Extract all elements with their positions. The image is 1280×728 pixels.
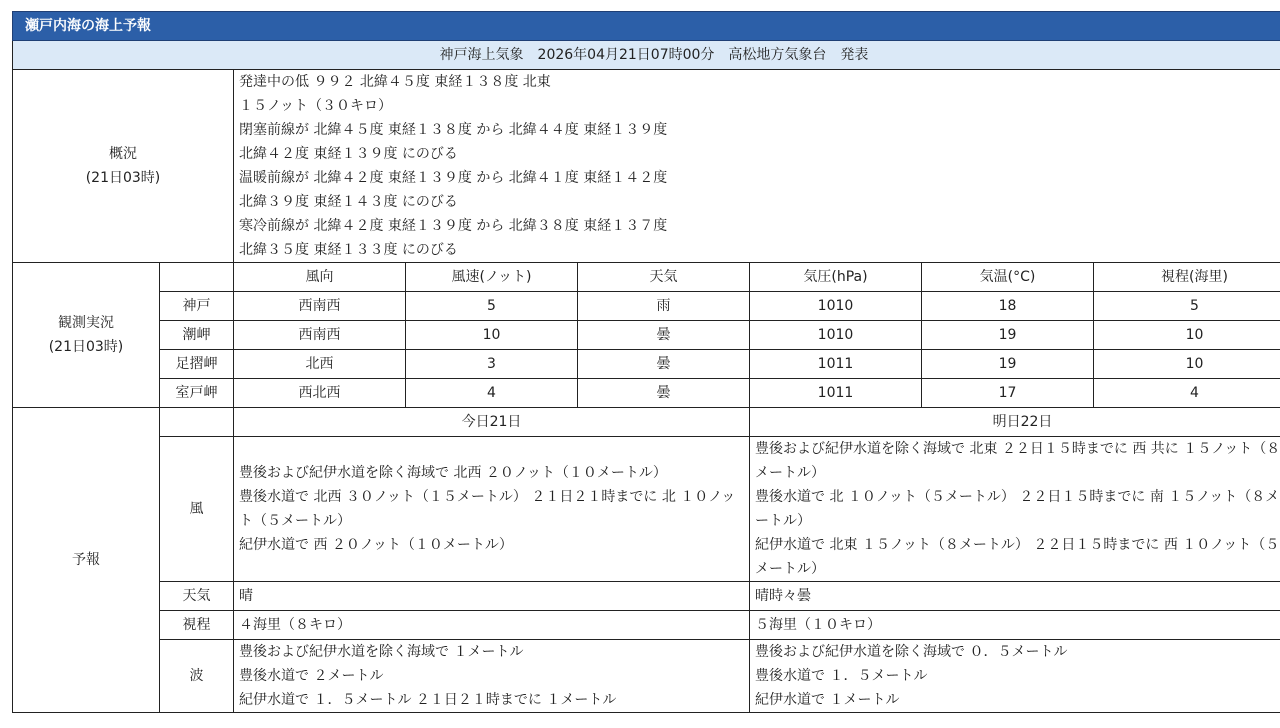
overview-label: 概況: [109, 146, 137, 162]
observation-label: 観測実況: [58, 315, 114, 331]
forecast-line: 豊後水道で ２メートル: [239, 668, 384, 684]
forecast-line: 紀伊水道で 西 ２０ノット（１０メートル）: [239, 537, 513, 553]
column-header: 視程(海里): [1094, 263, 1280, 292]
forecast-wind-row: [13, 437, 1280, 582]
wind-direction: 北西: [234, 350, 406, 379]
weather: 雨: [578, 292, 750, 321]
station-name: 室戸岬: [160, 379, 234, 408]
observation-time: (21日03時): [48, 339, 124, 355]
forecast-today-header: 今日21日: [234, 408, 750, 437]
table-row: [13, 292, 1280, 321]
overview-line: 温暖前線が 北緯４２度 東経１３９度 から 北緯４１度 東経１４２度: [239, 170, 668, 186]
weather: 曇: [578, 350, 750, 379]
forecast-visibility-row: [13, 611, 1280, 640]
forecast-weather-row: [13, 582, 1280, 611]
temperature: 18: [922, 292, 1094, 321]
issue-info: 神戸海上気象 2026年04月21日07時00分 高松地方気象台 発表: [13, 41, 1280, 70]
forecast-header-empty: [160, 408, 234, 437]
column-header: 気温(°C): [922, 263, 1094, 292]
temperature: 19: [922, 321, 1094, 350]
station-header-empty: [160, 263, 234, 292]
wind-speed: 5: [406, 292, 578, 321]
forecast-line: 豊後および紀伊水道を除く海域で 北東 ２２日１５時までに 西 共に １５ノット（８メートル）: [755, 441, 1280, 481]
column-header: 天気: [578, 263, 750, 292]
overview-row: [13, 70, 1280, 263]
table-row: [13, 350, 1280, 379]
forecast-line: 紀伊水道で １．５メートル ２１日２１時までに １メートル: [239, 692, 617, 708]
forecast-line: 豊後水道で １．５メートル: [755, 668, 928, 684]
pressure: 1011: [750, 350, 922, 379]
station-name: 潮岬: [160, 321, 234, 350]
forecast-line: 紀伊水道で 北東 １５ノット（８メートル） ２２日１５時までに 西 １０ノット（５メートル）: [755, 537, 1280, 577]
observation-header-row: [13, 263, 1280, 292]
forecast-line: 豊後水道で 北 １０ノット（５メートル） ２２日１５時までに 南 １５ノット（８メートル）: [755, 489, 1280, 529]
forecast-header-row: [13, 408, 1280, 437]
overview-line: 発達中の低 ９９２ 北緯４５度 東経１３８度 北東: [239, 74, 551, 90]
overview-line: 北緯３５度 東経１３３度 にのびる: [239, 242, 458, 258]
forecast-visibility-today: ４海里（８キロ）: [234, 611, 750, 640]
station-name: 足摺岬: [160, 350, 234, 379]
overview-line: 閉塞前線が 北緯４５度 東経１３８度 から 北緯４４度 東経１３９度: [239, 122, 668, 138]
issue-row: [13, 41, 1280, 70]
forecast-line: 豊後および紀伊水道を除く海域で ０．５メートル: [755, 644, 1068, 660]
overview-line: 北緯３９度 東経１４３度 にのびる: [239, 194, 458, 210]
forecast-weather-tomorrow: 晴時々曇: [750, 582, 1280, 611]
forecast-wave-today: [234, 640, 750, 713]
forecast-line: 豊後および紀伊水道を除く海域で 北西 ２０ノット（１０メートル）: [239, 465, 667, 481]
visibility: 10: [1094, 321, 1280, 350]
wind-direction: 西北西: [234, 379, 406, 408]
overview-time: (21日03時): [85, 170, 161, 186]
station-name: 神戸: [160, 292, 234, 321]
table-row: [13, 379, 1280, 408]
forecast-line: 豊後および紀伊水道を除く海域で １メートル: [239, 644, 524, 660]
temperature: 17: [922, 379, 1094, 408]
wind-speed: 4: [406, 379, 578, 408]
pressure: 1011: [750, 379, 922, 408]
forecast-visibility-tomorrow: ５海里（１０キロ）: [750, 611, 1280, 640]
forecast-line: 紀伊水道で １メートル: [755, 692, 900, 708]
column-header: 風向: [234, 263, 406, 292]
table-row: [13, 321, 1280, 350]
column-header: 風速(ノット): [406, 263, 578, 292]
pressure: 1010: [750, 292, 922, 321]
forecast-wind-today: [234, 437, 750, 582]
temperature: 19: [922, 350, 1094, 379]
visibility: 4: [1094, 379, 1280, 408]
forecast-visibility-label: 視程: [160, 611, 234, 640]
title-row: [13, 12, 1280, 41]
marine-forecast-container: [12, 11, 1280, 713]
overview-line: 北緯４２度 東経１３９度 にのびる: [239, 146, 458, 162]
forecast-tomorrow-header: 明日22日: [750, 408, 1280, 437]
overview-text: [234, 70, 1280, 263]
overview-line: １５ノット（３０キロ）: [239, 98, 393, 114]
wind-direction: 西南西: [234, 321, 406, 350]
overview-label-cell: [13, 70, 234, 263]
visibility: 5: [1094, 292, 1280, 321]
forecast-wave-tomorrow: [750, 640, 1280, 713]
weather: 曇: [578, 321, 750, 350]
wind-speed: 3: [406, 350, 578, 379]
marine-forecast-table: [12, 11, 1280, 713]
forecast-weather-label: 天気: [160, 582, 234, 611]
visibility: 10: [1094, 350, 1280, 379]
forecast-wind-label: 風: [160, 437, 234, 582]
forecast-line: 豊後水道で 北西 ３０ノット（１５メートル） ２１日２１時までに 北 １０ノット（５メートル）: [239, 489, 736, 529]
forecast-wave-label: 波: [160, 640, 234, 713]
forecast-label: 予報: [13, 408, 160, 713]
weather: 曇: [578, 379, 750, 408]
forecast-weather-today: 晴: [234, 582, 750, 611]
forecast-wind-tomorrow: [750, 437, 1280, 582]
forecast-wave-row: [13, 640, 1280, 713]
column-header: 気圧(hPa): [750, 263, 922, 292]
wind-speed: 10: [406, 321, 578, 350]
page-title: 瀬戸内海の海上予報: [13, 12, 1280, 41]
pressure: 1010: [750, 321, 922, 350]
observation-label-cell: [13, 263, 160, 408]
wind-direction: 西南西: [234, 292, 406, 321]
overview-line: 寒冷前線が 北緯４２度 東経１３９度 から 北緯３８度 東経１３７度: [239, 218, 668, 234]
